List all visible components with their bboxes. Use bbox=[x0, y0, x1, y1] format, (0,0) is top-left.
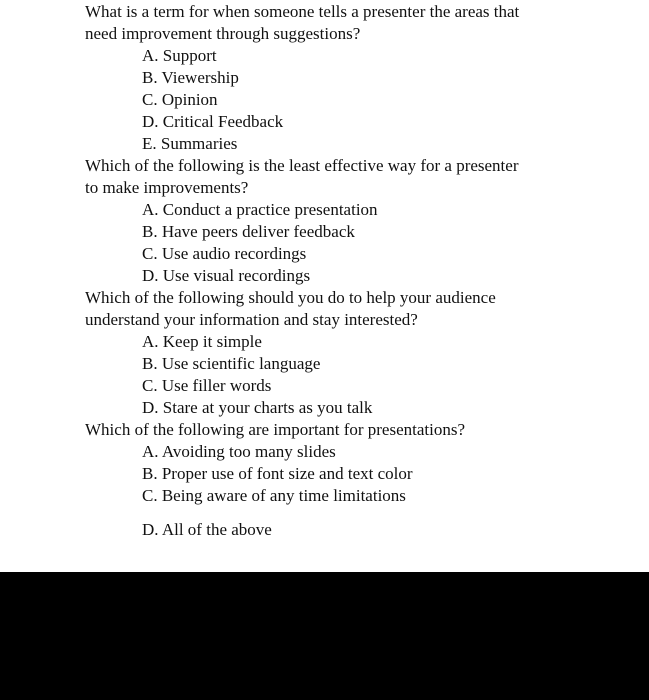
question-4-option-b: B. Proper use of font size and text color bbox=[142, 464, 413, 483]
question-1-option-b: B. Viewership bbox=[142, 68, 239, 87]
question-2-option-c: C. Use audio recordings bbox=[142, 244, 307, 263]
question-3-option-c: C. Use filler words bbox=[142, 376, 272, 395]
question-3-option-b: B. Use scientific language bbox=[142, 354, 321, 373]
question-1-option-e: E. Summaries bbox=[142, 134, 238, 153]
question-1-option-d: D. Critical Feedback bbox=[142, 112, 284, 131]
question-2-option-a: A. Conduct a practice presentation bbox=[142, 200, 378, 219]
question-4-text-line-1: Which of the following are important for presentations? bbox=[85, 420, 466, 439]
question-2-text-line-1: Which of the following is the least effective way for a presenter bbox=[85, 156, 519, 175]
question-3-text-line-2: understand your information and stay interested? bbox=[85, 310, 418, 329]
question-1-option-a: A. Support bbox=[142, 46, 217, 65]
question-3-text-line-1: Which of the following should you do to help your audience bbox=[85, 288, 496, 307]
question-2-text-line-2: to make improvements? bbox=[85, 178, 249, 197]
question-3-option-a: A. Keep it simple bbox=[142, 332, 262, 351]
black-letterbox-area bbox=[0, 572, 649, 700]
question-2-option-d: D. Use visual recordings bbox=[142, 266, 311, 285]
question-1-text-line-2: need improvement through suggestions? bbox=[85, 24, 361, 43]
question-3-option-d: D. Stare at your charts as you talk bbox=[142, 398, 373, 417]
question-1-option-c: C. Opinion bbox=[142, 90, 218, 109]
question-4-option-c: C. Being aware of any time limitations bbox=[142, 486, 406, 505]
question-4-option-a: A. Avoiding too many slides bbox=[142, 442, 336, 461]
question-2-option-b: B. Have peers deliver feedback bbox=[142, 222, 355, 241]
question-1-text-line-1: What is a term for when someone tells a presenter the areas that bbox=[85, 2, 520, 21]
question-4-option-d: D. All of the above bbox=[142, 520, 272, 539]
